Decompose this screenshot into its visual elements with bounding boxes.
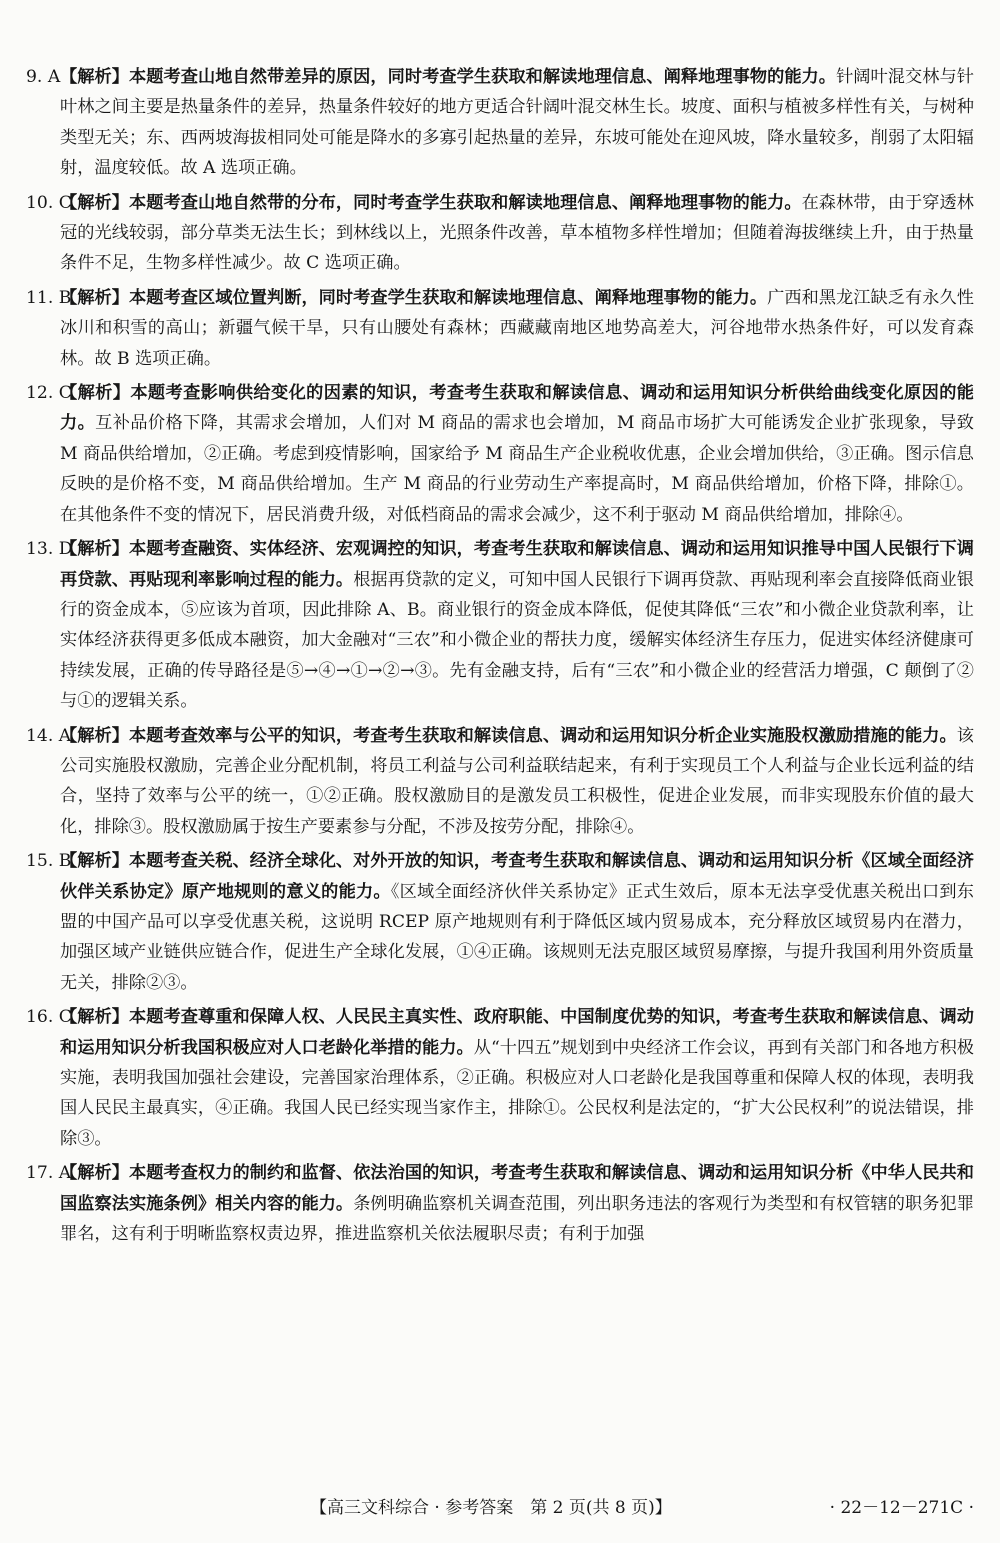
item-number: 14. A [26, 725, 72, 746]
item-lead: 本题考查效率与公平的知识，考查考生获取和解读信息、调动和运用知识分析企业实施股权激励措施的能力。 [128, 725, 957, 746]
item-label: 【解析】 [60, 725, 129, 746]
footer-code: · 22－12－271C · [829, 1498, 974, 1518]
item-lead: 本题考查尊重和保障人权、人民民主真实性、政府职能、中国制度优势的知识，考查考生获取和解读信息、调动和运用知识分析我国积极应对人口老龄化举措的能力。 [60, 1007, 974, 1058]
answer-item-12 [26, 378, 974, 530]
item-label: 【解析】 [60, 539, 129, 560]
item-body: 广西和黑龙江缺乏有永久性冰川和积雪的高山；新疆气候干旱，只有山腰处有森林；西藏藏南地区地势高差大，河谷地带水热条件好，可以发育森林。故 B 选项正确。 [60, 287, 974, 369]
item-number: 13. D [26, 539, 73, 560]
item-body: 从“十四五”规划到中央经济工作会议，再到有关部门和各地方积极实施，表明我国加强社会建设，完善国家治理体系，②正确。积极应对人口老龄化是我国尊重和保障人权的体现，表明我国人民民主最真实，④正确。我国人民已经实现当家作主，排除①。公民权利是法定的，“扩大公民权利”的说法错误，排除③。 [60, 1037, 974, 1149]
item-body: 根据再贷款的定义，可知中国人民银行下调再贷款、再贴现利率会直接降低商业银行的资金成本，⑤应该为首项，因此排除 A、B。商业银行的资金成本降低，促使其降低“三农”和小微企业贷款利率，让实体经济获得更多低成本融资，加大金融对“三农”和小微企业的帮扶力度，缓解实体经济生存压力，促进实体经济健康可持续发展，正确的传导路径是⑤→④→①→②→③。先有金融支持，后有“三农”和小微企业的经营活力增强，C 颠倒了②与①的逻辑关系。 [60, 569, 974, 712]
item-label: 【解析】 [60, 383, 131, 404]
item-body: 该公司实施股权激励，完善企业分配机制，将员工利益与公司利益联结起来，有利于实现员工个人利益与企业长远利益的结合，坚持了效率与公平的统一，①②正确。股权激励目的是激发员工积极性，促进企业发展，而非实现股东价值的最大化，排除③。股权激励属于按生产要素参与分配，不涉及按劳分配，排除④。 [60, 725, 974, 837]
item-number: 17. A [26, 1163, 72, 1184]
item-body: 《区域全面经济伙伴关系协定》正式生效后，原本无法享受优惠关税出口到东盟的中国产品可以享受优惠关税，这说明 RCEP 原产地规则有利于降低区域内贸易成本，充分释放区域贸易内在潜力，加强区域产业链供应链合作，促进生产全球化发展，①④正确。该规则无法克服区域贸易摩擦，与提升我国利用外资质量无关，排除②③。 [60, 881, 974, 993]
item-lead: 本题考查山地自然带差异的原因，同时考查学生获取和解读地理信息、阐释地理事物的能力。 [128, 67, 837, 87]
item-number: 16. C [26, 1007, 72, 1028]
item-number: 9. A [26, 67, 61, 87]
answer-item-10 [26, 188, 974, 279]
item-label: 【解析】 [60, 851, 129, 872]
item-label: 【解析】 [60, 192, 129, 213]
answer-item-17 [26, 1158, 974, 1249]
answer-item-9 [26, 62, 974, 184]
item-number: 11. B [26, 287, 72, 308]
item-label: 【解析】 [60, 287, 129, 308]
item-body: 互补品价格下降，其需求会增加，人们对 M 商品的需求也会增加，M 商品市场扩大可能诱发企业扩张现象，导致 M 商品供给增加，②正确。考虑到疫情影响，国家给予 M 商品生产企业税收优惠，企业会增加供给，③正确。图示信息反映的是价格不变，M 商品供给增加。生产 M 商品的行业劳动生产率提高时，M 商品供给增加，价格下降，排除①。在其他条件不变的情况下，居民消费升级，对低档商品的需求会减少，这不利于驱动 M 商品供给增加，排除④。 [60, 413, 974, 525]
item-number: 10. C [26, 192, 72, 213]
answer-list [26, 62, 974, 1249]
item-body: 针阔叶混交林与针叶林之间主要是热量条件的差异，热量条件较好的地方更适合针阔叶混交林生长。坡度、面积与植被多样性有关，与树种类型无关；东、西两坡海拔相同处可能是降水的多寡引起热量的差异，东坡可能处在迎风坡，降水量较多，削弱了太阳辐射，温度较低。故 A 选项正确。 [60, 67, 974, 179]
answer-item-15 [26, 846, 974, 998]
item-number: 12. C [26, 383, 72, 404]
answer-item-11 [26, 283, 974, 374]
page-footer [0, 1493, 1000, 1523]
item-label: 【解析】 [60, 1007, 129, 1028]
footer-title: 【高三文科综合 · 参考答案 第 2 页(共 8 页)】 [310, 1498, 672, 1518]
item-lead: 本题考查融资、实体经济、宏观调控的知识，考查考生获取和解读信息、调动和运用知识推导中国人民银行下调再贷款、再贴现利率影响过程的能力。 [60, 539, 974, 590]
item-lead: 本题考查影响供给变化的因素的知识，考查考生获取和解读信息、调动和运用知识分析供给曲线变化原因的能力。 [60, 383, 974, 434]
item-body: 条例明确监察机关调查范围，列出职务违法的客观行为类型和有权管辖的职务犯罪罪名，这有利于明晰监察权责边界，推进监察机关依法履职尽责；有利于加强 [60, 1193, 974, 1245]
answer-item-13 [26, 534, 974, 716]
answer-item-14 [26, 721, 974, 843]
item-label: 【解析】 [60, 1163, 129, 1184]
item-lead: 本题考查关税、经济全球化、对外开放的知识，考查考生获取和解读信息、调动和运用知识分析《区域全面经济伙伴关系协定》原产地规则的意义的能力。 [60, 851, 974, 902]
item-lead: 本题考查区域位置判断，同时考查学生获取和解读地理信息、阐释地理事物的能力。 [128, 287, 768, 308]
item-lead: 本题考查山地自然带的分布，同时考查学生获取和解读地理信息、阐释地理事物的能力。 [128, 192, 802, 213]
item-lead: 本题考查权力的制约和监督、依法治国的知识，考查考生获取和解读信息、调动和运用知识分析《中华人民共和国监察法实施条例》相关内容的能力。 [60, 1163, 974, 1214]
item-label: 【解析】 [60, 67, 129, 87]
answer-item-16 [26, 1002, 974, 1154]
item-body: 在森林带，由于穿透林冠的光线较弱，部分草类无法生长；到林线以上，光照条件改善，草本植物多样性增加；但随着海拔继续上升，由于热量条件不足，生物多样性减少。故 C 选项正确。 [60, 192, 974, 274]
item-number: 15. B [26, 851, 72, 872]
